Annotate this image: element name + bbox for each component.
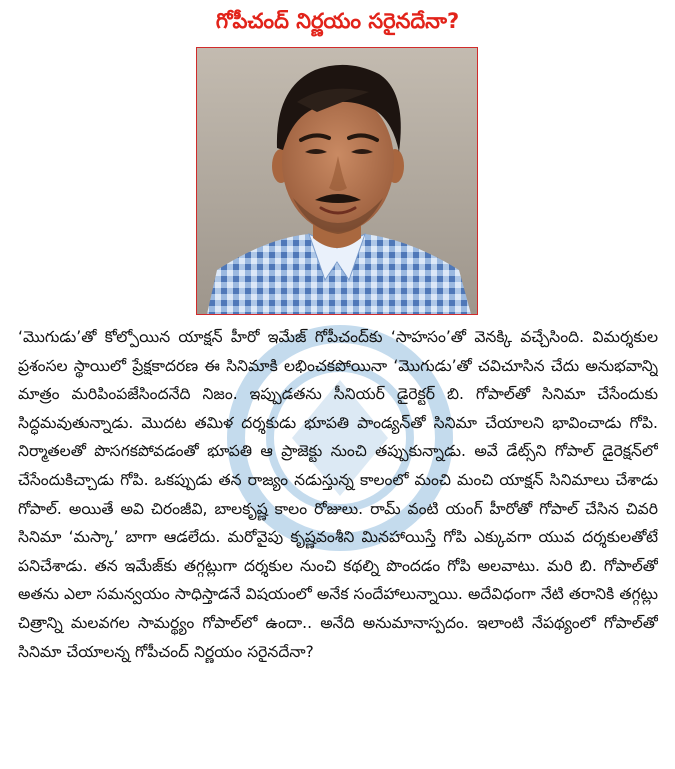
article-body: [18, 323, 658, 763]
article-headline: గోపీచంద్ నిర్ణయం సరైనదేనా?: [215, 9, 460, 33]
article-photo: [196, 47, 478, 315]
article-paragraph: ‘మొగుడు’తో కోల్పోయిన యాక్షన్ హీరో ఇమేజ్ గోపీచంద్‌కు ‘సాహసం’తో వెనక్కి వచ్చేసింది. విమర్శకుల ప్రశంసల స్థాయిలో ప్రేక్షకాదరణ ఈ సినిమాకి లభించకపోయినా ‘మొగుడు’తో చవిచూసిన చేదు అనుభవాన్ని మాత్రం మరిపింపజేసిందనేది నిజం. ఇప్పుడతను సీనియర్ డైరెక్టర్ బి. గోపాల్‌తో సినిమా చేసేందుకు సిద్ధమవుతున్నాడు. మొదట తమిళ దర్శకుడు భూపతి పాండ్యన్‌తో సినిమా చేయాలని భావించాడు గోపి. నిర్మాతలతో పొసగకపోవడంతో భూపతి ఆ ప్రాజెక్టు నుంచి తప్పుకున్నాడు. అవే డేట్స్‌ని గోపాల్ డైరెక్షన్‌లో చేసేందుకిచ్చాడు గోపి. ఒకప్పుడు తన రాజ్యం నడుస్తున్న కాలంలో మంచి మంచి యాక్షన్ సినిమాలు చేశాడు గోపాల్. అయితే అవి చిరంజీవి, బాలకృష్ణ కాలం రోజులు. రామ్ వంటి యంగ్ హీరోతో గోపాల్ చేసిన చివరి సినిమా ‘మస్కా’ బాగా ఆడలేదు. మరోవైపు కృష్ణవంశీని మినహాయిస్తే గోపి ఎక్కువగా యువ దర్శకులతోటే పనిచేశాడు. తన ఇమేజ్‌కు తగ్గట్లుగా దర్శకుల నుంచి కథల్ని పొందడం గోపి అలవాటు. మరి బి. గోపాల్‌తో అతను ఎలా సమన్వయం సాధిస్తాడనే విషయంలో అనేక సందేహాలున్నాయి. అదేవిధంగా నేటి తరానికి తగ్గట్లు చిత్రాన్ని మలవగల సామర్థ్యం గోపాల్‌లో ఉందా.. అనేది అనుమానాస్పదం. ఇలాంటి నేపథ్యంలో గోపాల్‌తో సినిమా చేయాలన్న గోపీచంద్ నిర్ణయం సరైనదేనా?: [18, 328, 658, 661]
portrait-photo: [197, 48, 477, 314]
